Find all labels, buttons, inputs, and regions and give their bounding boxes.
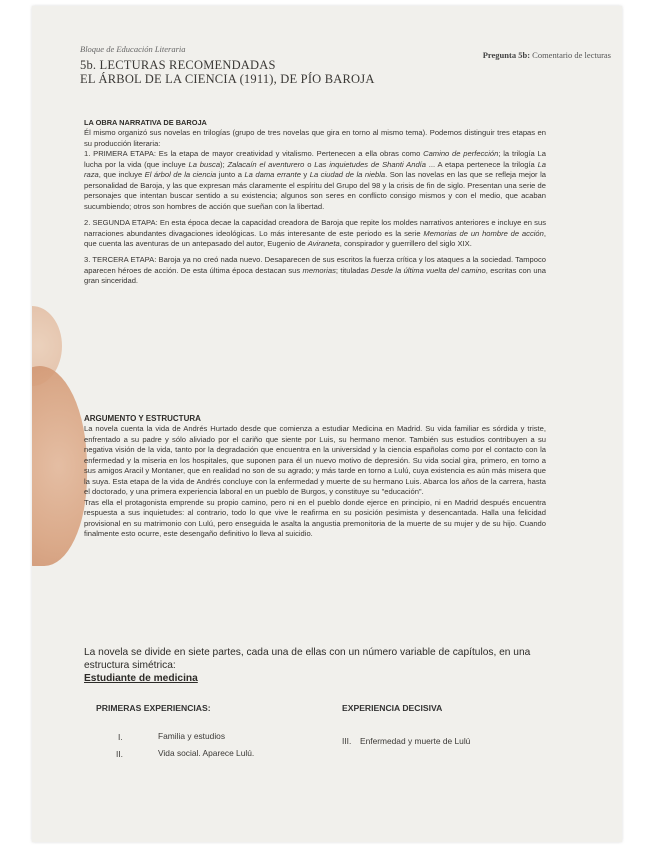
column-heading-decisiva: EXPERIENCIA DECISIVA [342, 703, 443, 713]
question-title: Comentario de lecturas [532, 50, 611, 60]
obra-intro: Él mismo organizó sus novelas en trilogías (grupo de tres novelas que gira en torno al mismo tema). Podemos distinguir tres etapas en su producción literaria: [84, 128, 546, 148]
etapa-3-paragraph [84, 255, 546, 286]
work-title: La dama errante [244, 170, 301, 180]
argumento-paragraph-2: Tras ella el protagonista emprende su propio camino, pero ni en el pueblo donde ejerce en principio, ni en Madrid después encuentra respuesta a sus inquietudes: al contrario, todo lo que vive le reafirma en su posición pesimista y desencantada. Halla una felicidad provisional en su matrimonio con Lulú, pero enseguida le asalta la angustia premonitoria de la muerte de su mujer y de su hijo. Cuando finalmente esto ocurre, este desengaño definitivo lo lleva al suicidio. [84, 497, 546, 538]
text-run: Es la etapa de mayor creatividad y vitalismo. Pertenecen a ella obras como [156, 149, 424, 159]
list-item-number: III. [342, 736, 352, 746]
text-run: ); [220, 159, 228, 169]
text-run: , escritas con una gran sinceridad. [84, 265, 546, 286]
etapa-3-label: 3. TERCERA ETAPA: [84, 255, 157, 265]
work-title: La ciudad de la niebla [309, 170, 386, 180]
work-title: Desde la última vuelta del camino [371, 265, 486, 275]
text-run: En esta época decae la capacidad creadora de Baroja que repite los moldes narrativos anteriores e incluye en sus narraciones abundantes divagaciones ideológicas. Lo más interesante de este periodo es la serie [84, 218, 546, 238]
etapa-2-paragraph [84, 218, 546, 249]
text-run: , que incluye [98, 170, 145, 180]
etapa-1-label: 1. PRIMERA ETAPA: [84, 149, 156, 159]
work-title: La raza [84, 159, 547, 180]
section-heading-argumento: ARGUMENTO Y ESTRUCTURA [84, 414, 201, 423]
structure-section [84, 646, 546, 686]
page-subtitle: EL ÁRBOL DE LA CIENCIA (1911), DE PÍO BAROJA [80, 72, 375, 86]
block-label: Bloque de Educación Literaria [80, 44, 186, 54]
obra-section [84, 118, 546, 287]
work-title: Las inquietudes de Shanti Andía [314, 159, 426, 169]
text-run: , conspirador y guerrillero del siglo XIX. [339, 238, 472, 248]
etapa-1-paragraph [84, 149, 546, 212]
structure-text: La novela se divide en siete partes, cada una de ellas con un número variable de capítulos, en una estructura simétrica: [84, 647, 531, 672]
work-title: La busca [188, 159, 221, 169]
work-title: memorias [302, 265, 336, 275]
work-title: Camino de perfección [423, 149, 499, 159]
work-title: Zalacaín el aventurero [227, 159, 305, 169]
section-heading-obra: LA OBRA NARRATIVA DE BAROJA [84, 118, 207, 127]
text-run: ; tituladas [335, 265, 371, 275]
list-item-number: I. [118, 732, 123, 742]
text-run: Baroja ya no creó nada nuevo. Desaparecen de sus escritos la fuerza crítica y los ataques a la sociedad. Tampoco aparecen héroes de acción. De esta última época destacan sus [84, 255, 546, 275]
thumb [32, 366, 87, 566]
work-title: El árbol de la ciencia [144, 170, 217, 180]
structure-subheading: Estudiante de medicina [84, 673, 198, 685]
question-label [483, 50, 611, 60]
list-item-label: Familia y estudios [158, 731, 226, 741]
etapa-2-label: 2. SEGUNDA ETAPA: [84, 218, 158, 228]
text-run: , que cuenta las aventuras de un antepasado del autor, Eugenio de [84, 228, 546, 248]
work-title: Aviraneta [307, 238, 340, 248]
argumento-section [84, 414, 546, 539]
list-item-label: Vida social. Aparece Lulú. [158, 748, 255, 758]
column-heading-primeras: PRIMERAS EXPERIENCIAS: [96, 703, 211, 713]
list-item-label: Enfermedad y muerte de Lulú [360, 736, 471, 746]
list-item-number: II. [116, 749, 123, 759]
page-title: 5b. LECTURAS RECOMENDADAS [80, 58, 276, 72]
text-run: y [300, 170, 310, 180]
argumento-paragraph-1: La novela cuenta la vida de Andrés Hurtado desde que comienza a estudiar Medicina en Madrid. Su vida familiar es sórdida y triste, enfrentado a su padre y sólo aliviado por el cariño que siente por Luis, su hermano menor. También sus estudios contribuyen a su negativa visión de la vida, tanto por la degradación que encuentra en la universidad y la ciencia españolas como por el contacto con la enfermedad y la miseria en los hospitales, que suponen para él un nuevo motivo de depresión. Su vida social gira, primero, en torno a sus amigos Aracil y Montaner, que en realidad no son de su agrado; y más tarde en torno a Lulú, cuya existencia es aún más misera que la suya. Esta etapa de la vida de Andrés concluye con la enfermedad y muerte de su hermano Luis. Abarca los años de la carrera, hasta el doctorado, y una primera experiencia laboral en un pueblo de Burgos, y constituye su "educación". [84, 424, 546, 497]
text-run: o [304, 159, 315, 169]
work-title: Memorias de un hombre de acción [423, 228, 544, 238]
text-run: . Son las novelas en las que se refleja mejor la personalidad de Baroja, y las que expresan más claramente el espíritu del Grupo del 98 y la crisis de fin de siglo. Presentan una serie de personajes que intentan buscar sentido a su existencia; algunos son seres en conflicto consigo mismos y con el medio, que acaban sucumbiendo; otros son hombres de acción que sueñan con la libertad. [84, 170, 546, 211]
text-run: junto a [216, 170, 245, 180]
text-run: ... A etapa pertenece la trilogía [426, 159, 538, 169]
question-number: Pregunta 5b: [482, 50, 531, 60]
text-run: ; la trilogía La lucha por la vida (que incluye [84, 149, 546, 169]
